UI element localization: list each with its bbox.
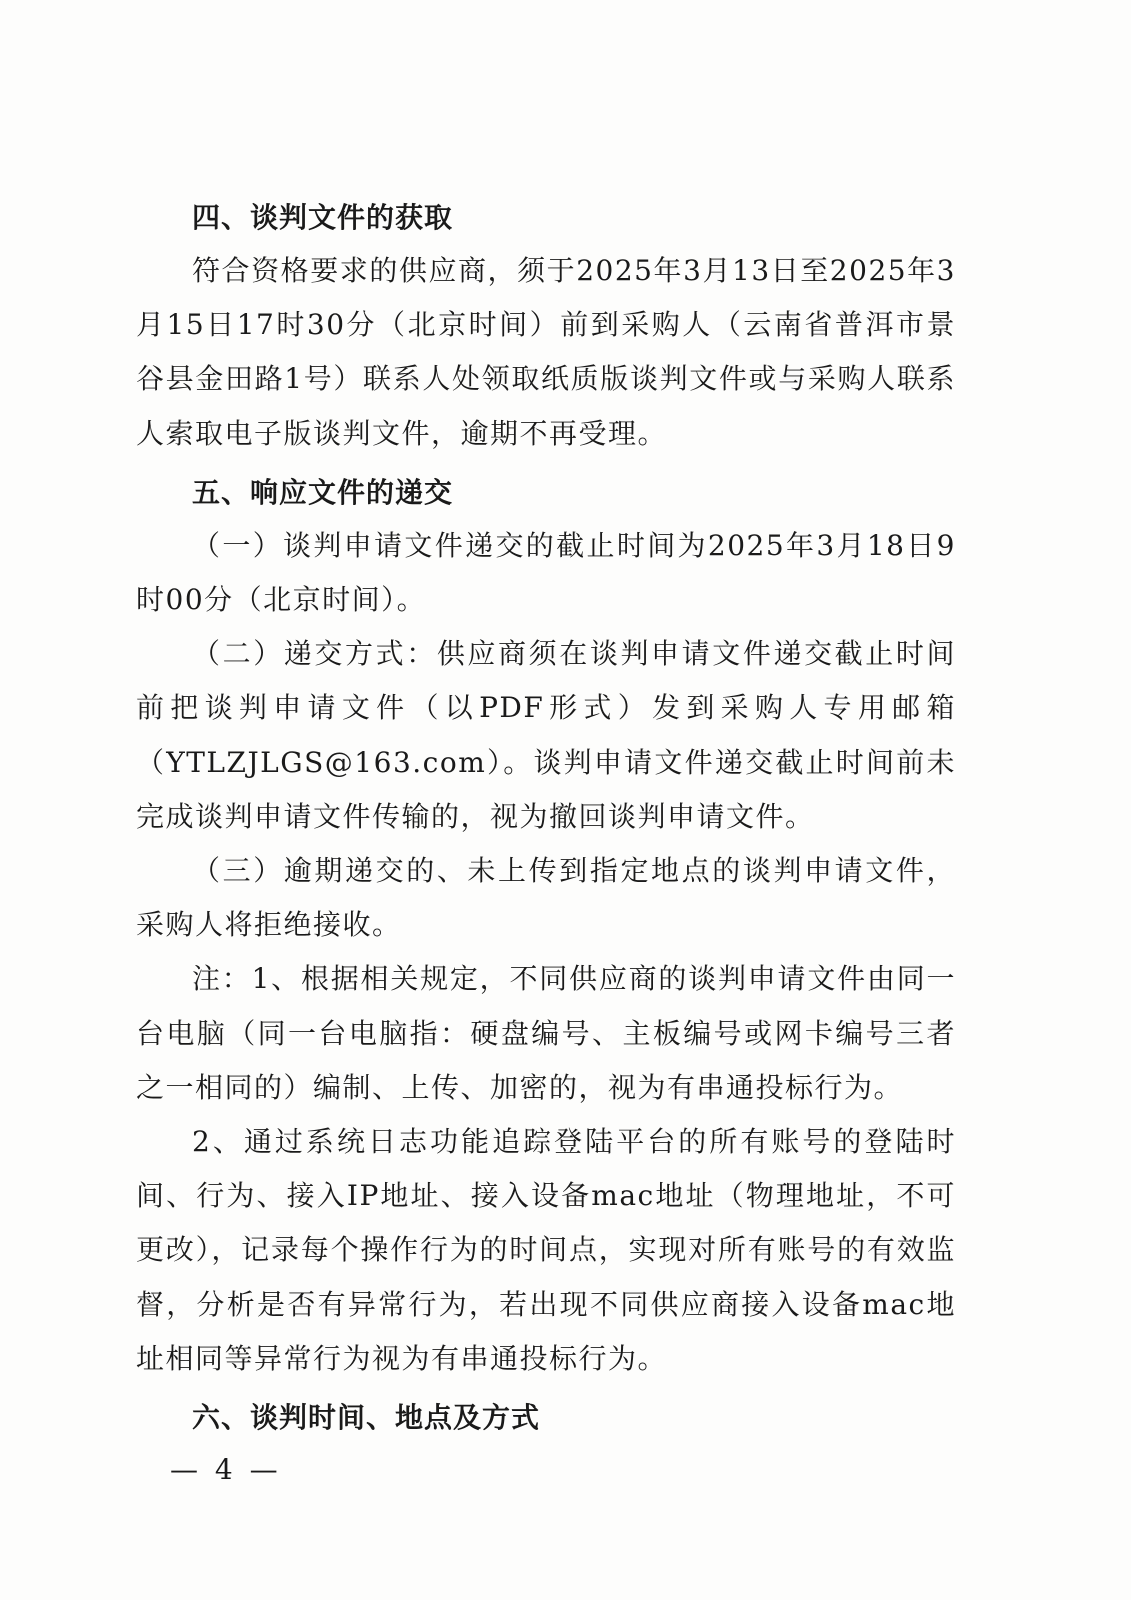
section-5-note-1: 注：1、根据相关规定，不同供应商的谈判申请文件由同一台电脑（同一台电脑指：硬盘编号、主板编号或网卡编号三者之一相同的）编制、上传、加密的，视为有串通投标行为。 <box>136 962 956 1104</box>
section-5-item-3: （三）逾期递交的、未上传到指定地点的谈判申请文件，采购人将拒绝接收。 <box>136 854 956 942</box>
page-number: — 4 — <box>170 1453 282 1486</box>
section-5-item-1: （一）谈判申请文件递交的截止时间为2025年3月18日9时00分（北京时间）。 <box>136 528 956 617</box>
section-5-item-2: （二）递交方式：供应商须在谈判申请文件递交截止时间前把谈判申请文件（以PDF形式）发到采购人专用邮箱（YTLZJLGS@163.com）。谈判申请文件递交截止时间前未完成谈判申请文件传输的，视为撤回谈判申请文件。 <box>136 637 956 833</box>
section-5-heading: 五、响应文件的递交 <box>192 475 454 509</box>
section-4-heading: 四、谈判文件的获取 <box>192 201 454 234</box>
section-4-paragraph: 符合资格要求的供应商，须于2025年3月13日至2025年3月15日17时30分（北京时间）前到采购人（云南省普洱市景谷县金田路1号）联系人处领取纸质版谈判文件或与采购人联系人索取电子版谈判文件，逾期不再受理。 <box>136 254 956 450</box>
section-5-note-2: 2、通过系统日志功能追踪登陆平台的所有账号的登陆时间、行为、接入IP地址、接入设备mac地址（物理地址，不可更改），记录每个操作行为的时间点，实现对所有账号的有效监督，分析是否有异常行为，若出现不同供应商接入设备mac地址相同等异常行为视为有串通投标行为。 <box>136 1125 956 1375</box>
section-6-heading: 六、谈判时间、地点及方式 <box>192 1401 541 1435</box>
document-body <box>136 192 956 1444</box>
